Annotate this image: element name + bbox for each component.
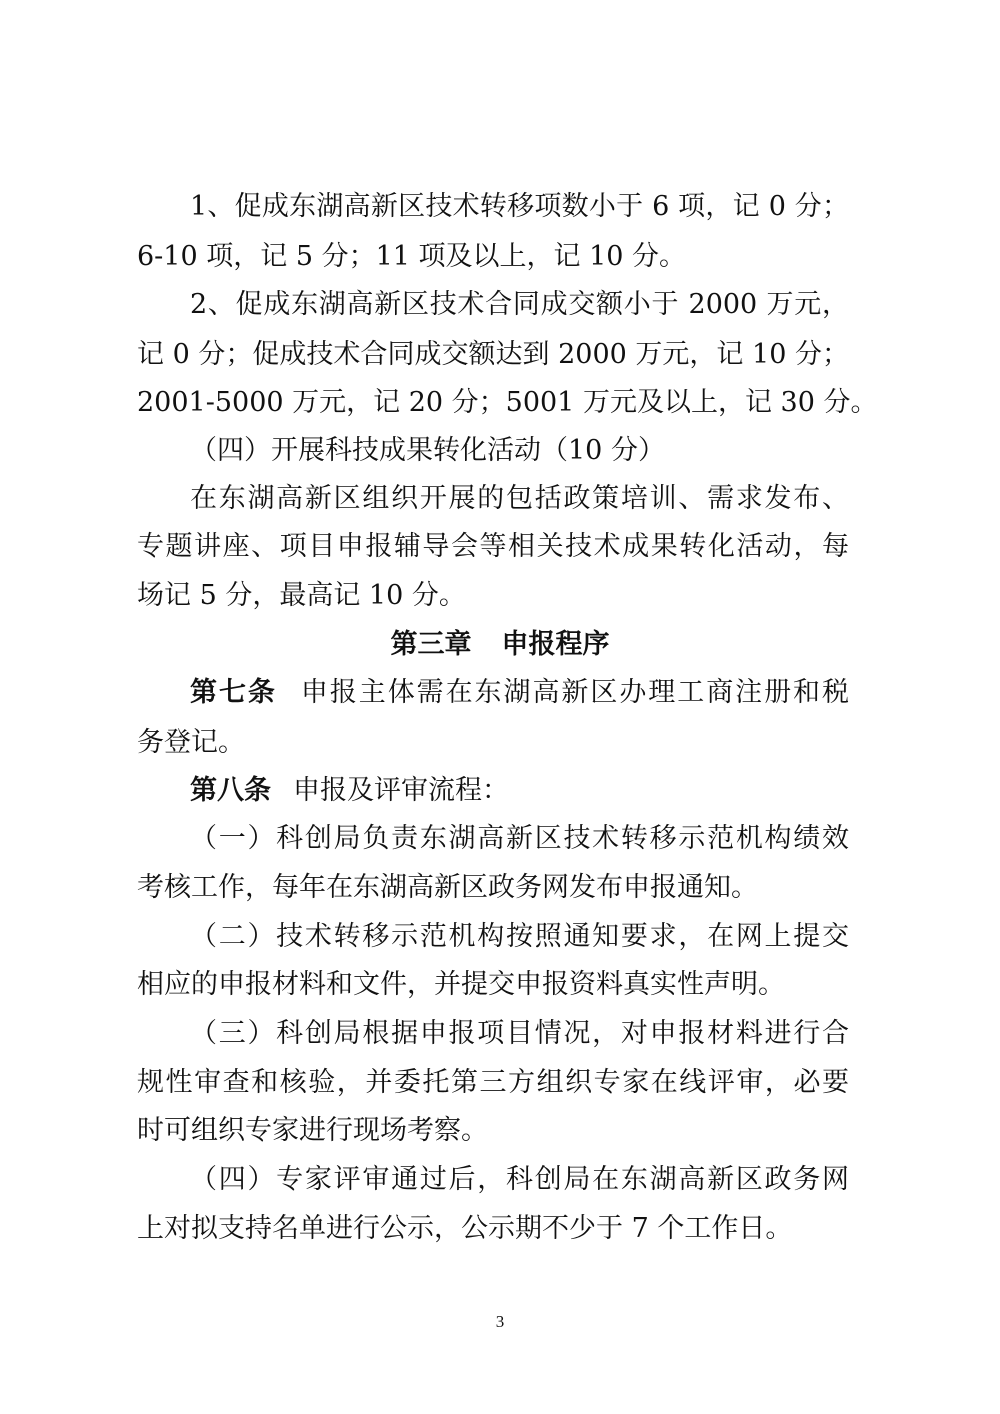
text-line: 2001-5000 万元，记 20 分；5001 万元及以上，记 30 分。 <box>137 387 878 418</box>
article-label: 第七条 <box>190 677 277 708</box>
page-number: 3 <box>495 1312 505 1331</box>
article-seven <box>190 676 849 710</box>
article-text: 申报主体需在东湖高新区办理工商注册和税 <box>298 677 850 708</box>
text-line: 时可组织专家进行现场考察。 <box>137 1115 488 1146</box>
text-line: 1、促成东湖高新区技术转移项数小于 6 项，记 0 分； <box>190 191 849 222</box>
article-label: 第八条 <box>190 775 271 806</box>
text-line: （一）科创局负责东湖高新区技术转移示范机构绩效 <box>190 823 849 854</box>
text-line: 考核工作，每年在东湖高新区政务网发布申报通知。 <box>137 872 758 903</box>
text-line: （四）专家评审通过后，科创局在东湖高新区政务网 <box>190 1164 849 1195</box>
text-line: 规性审查和核验，并委托第三方组织专家在线评审，必要 <box>137 1067 849 1098</box>
text-line: 专题讲座、项目申报辅导会等相关技术成果转化活动，每 <box>137 531 849 562</box>
section-heading: （四）开展科技成果转化活动（10 分） <box>190 435 665 466</box>
text-line: 务登记。 <box>137 727 245 758</box>
chapter-title <box>0 628 1000 662</box>
chapter-number: 第三章 <box>390 629 472 660</box>
text-line: 上对拟支持名单进行公示，公示期不少于 7 个工作日。 <box>137 1213 793 1244</box>
article-eight <box>190 774 509 808</box>
text-line: （三）科创局根据申报项目情况，对申报材料进行合 <box>190 1018 849 1049</box>
text-line: （二）技术转移示范机构按照通知要求，在网上提交 <box>190 921 849 952</box>
text-line: 2、促成东湖高新区技术合同成交额小于 2000 万元， <box>190 289 849 320</box>
text-line: 记 0 分；促成技术合同成交额达到 2000 万元，记 10 分； <box>137 339 849 370</box>
text-line: 6-10 项，记 5 分；11 项及以上，记 10 分。 <box>137 241 687 272</box>
article-text: 申报及评审流程： <box>293 775 509 806</box>
chapter-name: 申报程序 <box>501 629 610 660</box>
text-line: 相应的申报材料和文件，并提交申报资料真实性声明。 <box>137 969 785 1000</box>
text-line: 在东湖高新区组织开展的包括政策培训、需求发布、 <box>190 483 849 514</box>
text-line: 场记 5 分，最高记 10 分。 <box>137 580 466 611</box>
